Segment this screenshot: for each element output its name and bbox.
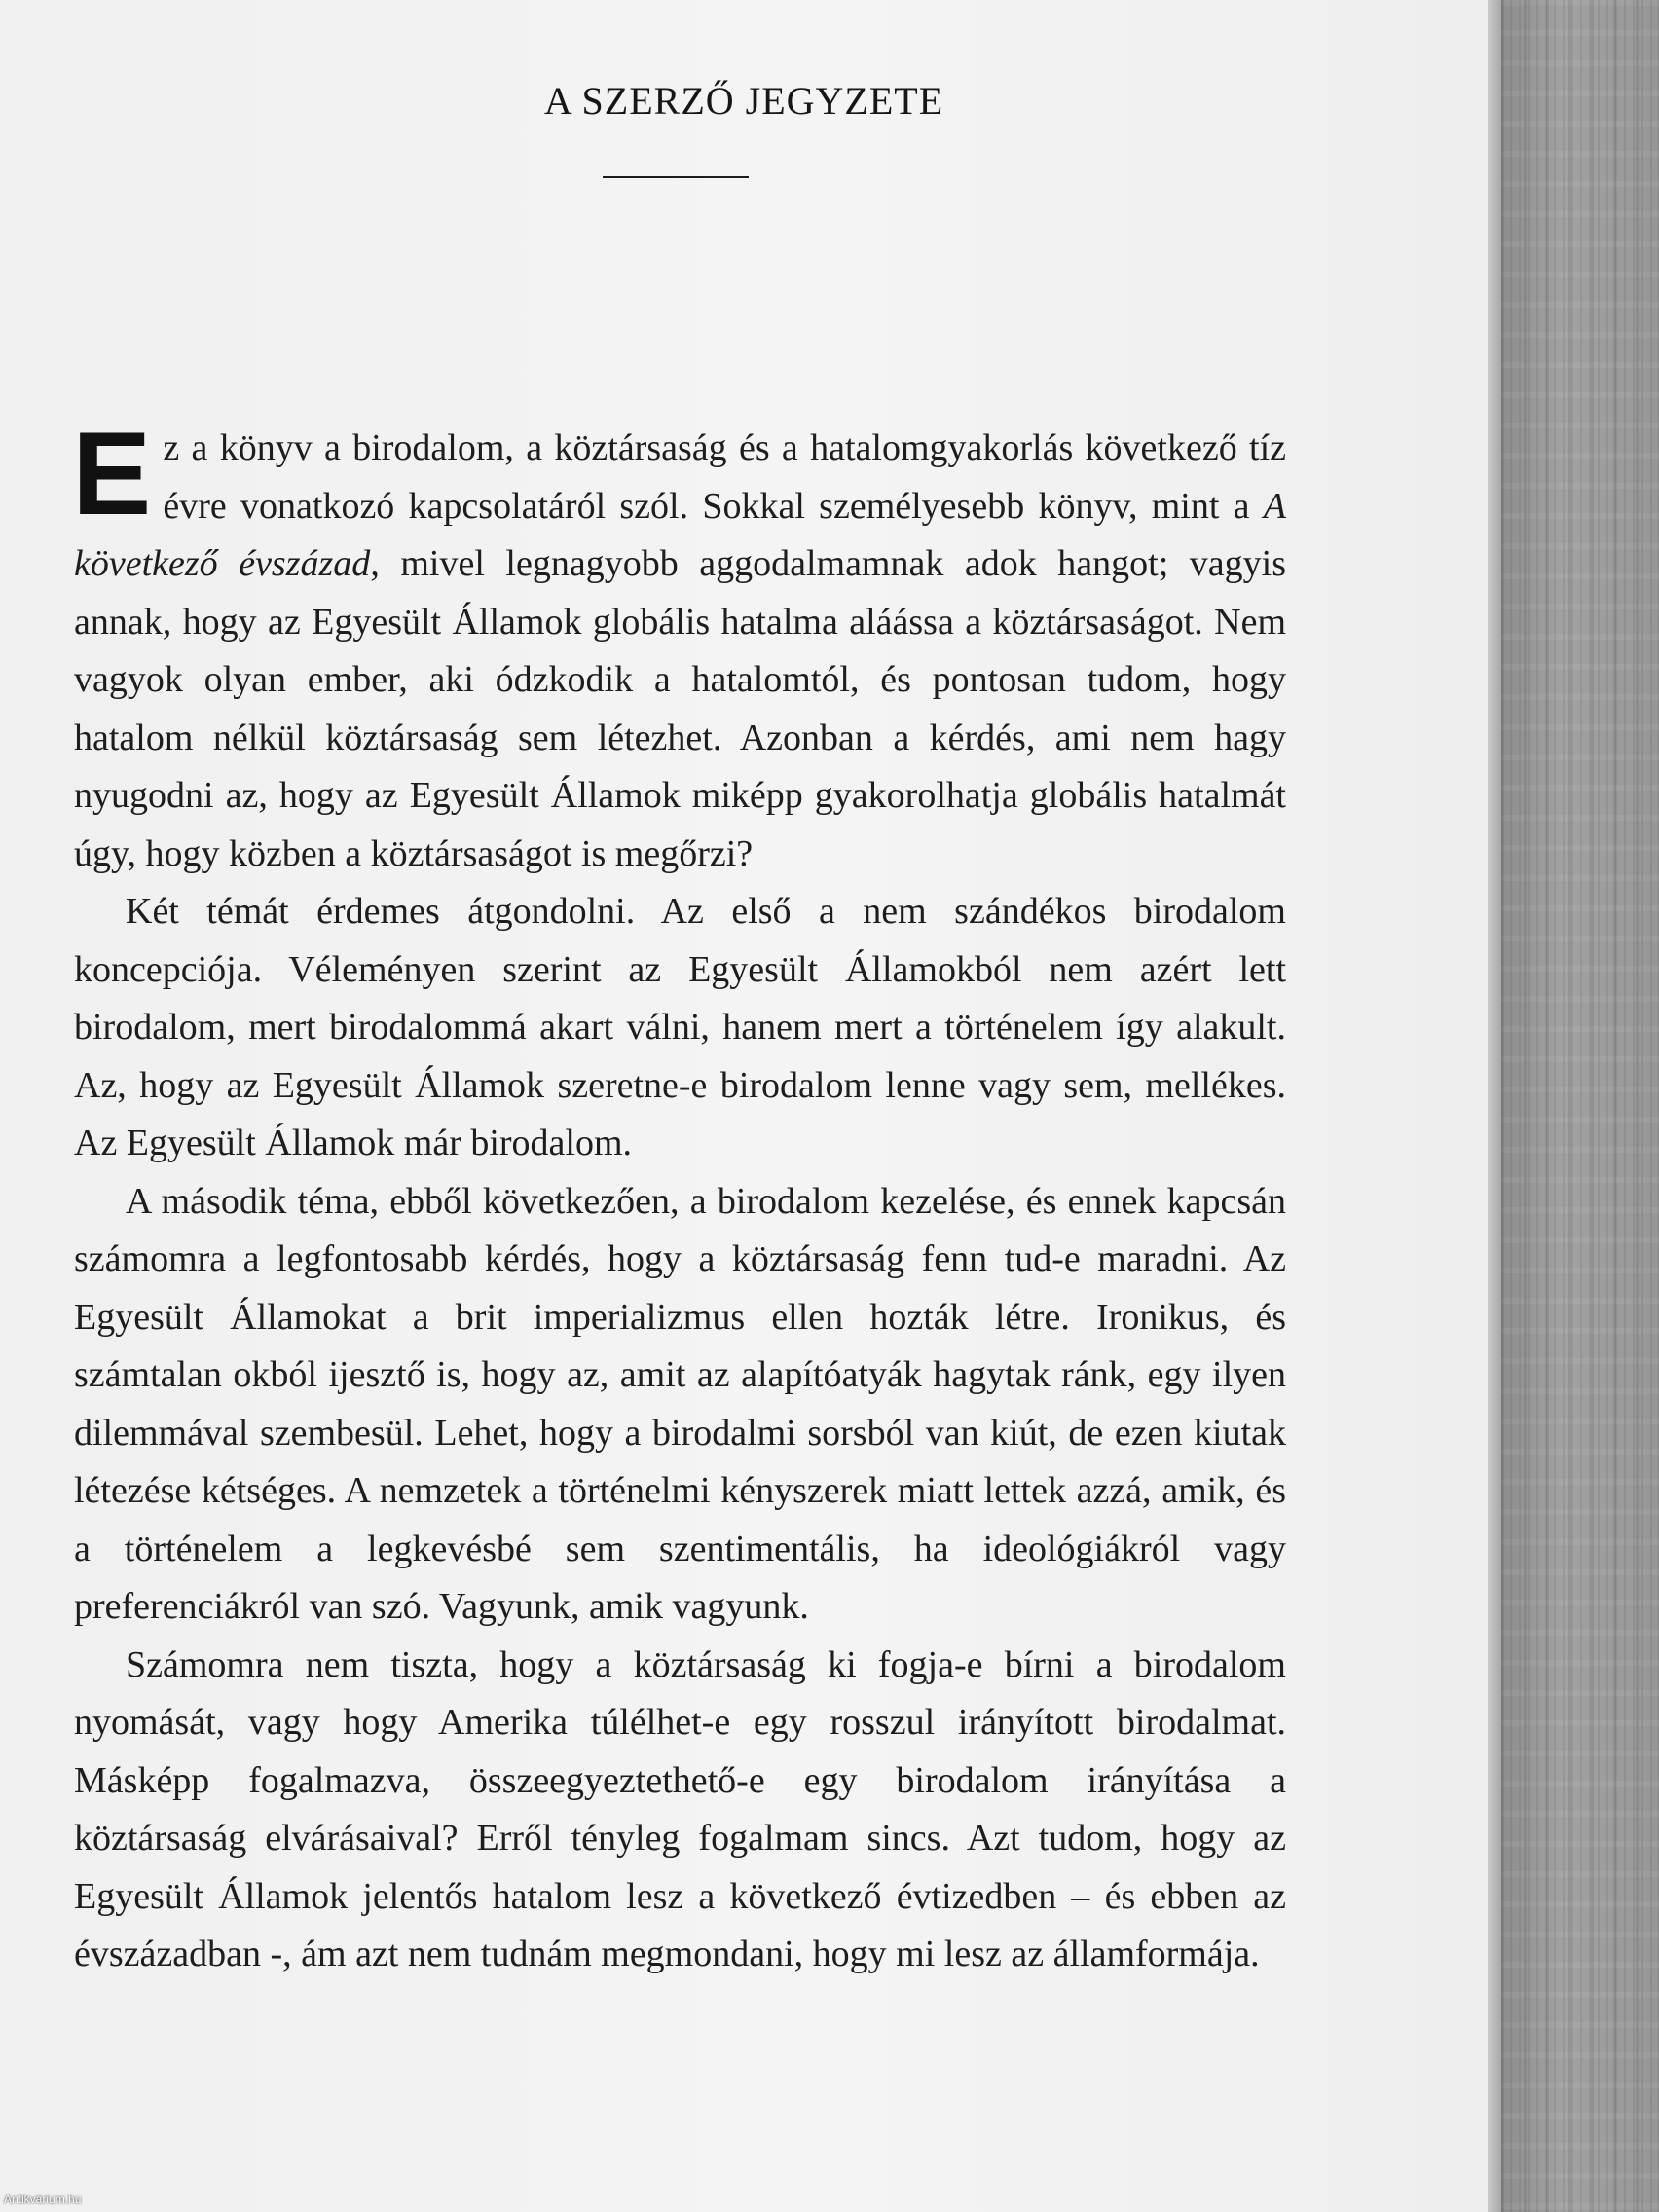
paragraph-2: Két témát érdemes átgondolni. Az első a nem szándékos birodalom koncepciója. Véleményen szerint az Egyesült Államokból nem azért lett birodalom, mert birodalommá akart válni, hanem mert a történelem így alakult. Az, hogy az Egyesült Államok szeretne-e birodalom lenne vagy sem, mellékes. Az Egyesült Államok már birodalom. [74, 891, 1286, 1163]
paragraph-1-tail: , mivel legnagyobb aggodalmamnak adok hangot; vagyis annak, hogy az Egyesült Államok globális hatalma aláássa a köztársaságot. Nem vagyok olyan ember, aki ódzkodik a hatalomtól, és pontosan tudom, hogy hatalom nélkül köztársaság sem létezhet. Azonban a kérdés, ami nem hagy nyugodni az, hogy az Egyesült Államok miképp gyakorolhatja globális hatalmát úgy, hogy közben a köztársaságot is megőrzi? [74, 543, 1286, 874]
paragraph-4: Számomra nem tiszta, hogy a köztársaság ki fogja-e bírni a birodalom nyomását, vagy hogy Amerika túlélhet-e egy rosszul irányított birodalmat. Másképp fogalmazva, összeegyeztethető-e egy birodalom irányítása a köztársaság elvárásaival? Erről tényleg fogalmam sincs. Azt tudom, hogy az Egyesült Államok jelentős hatalom lesz a következő évtizedben – és ebben az évszázadban -, ám azt nem tudnám megmondani, hogy mi lesz az államformája. [74, 1643, 1286, 1974]
paragraph-3: A második téma, ebből következően, a birodalom kezelése, és ennek kapcsán számomra a legfontosabb kérdés, hogy a köztársaság fenn tud-e maradni. Az Egyesült Államokat a brit imperializmus ellen hozták létre. Ironikus, és számtalan okból ijesztő is, hogy az, amit az alapítóatyák hagytak ránk, egy ilyen dilemmával szembesül. Lehet, hogy a birodalmi sorsból van kiút, de ezen kiutak létezése kétséges. A nemzetek a történelmi kényszerek miatt lettek azzá, amik, és a történelem a legkevésbé sem szentimentális, ha ideológiákról vagy preferenciákról van szó. Vagyunk, amik vagyunk. [74, 1180, 1286, 1627]
chapter-title: A SZERZŐ JEGYZETE [543, 79, 944, 123]
body-text [72, 407, 1286, 1984]
watermark: Antikvárium.hu [4, 2193, 82, 2206]
paragraph-1-lead: z a könyv a birodalom, a köztársaság és a hatalomgyakorlás következő tíz évre vonatkozó kapcsolatáról szól. Sokkal személyesebb könyv, mint a [163, 427, 1286, 527]
page-edge [1488, 0, 1501, 2212]
drop-cap: E [72, 407, 152, 539]
wood-background [1501, 0, 1659, 2212]
paragraph-1 [72, 407, 1286, 883]
book-title-italic: A következő évszázad [74, 485, 1286, 584]
title-rule [603, 176, 749, 178]
